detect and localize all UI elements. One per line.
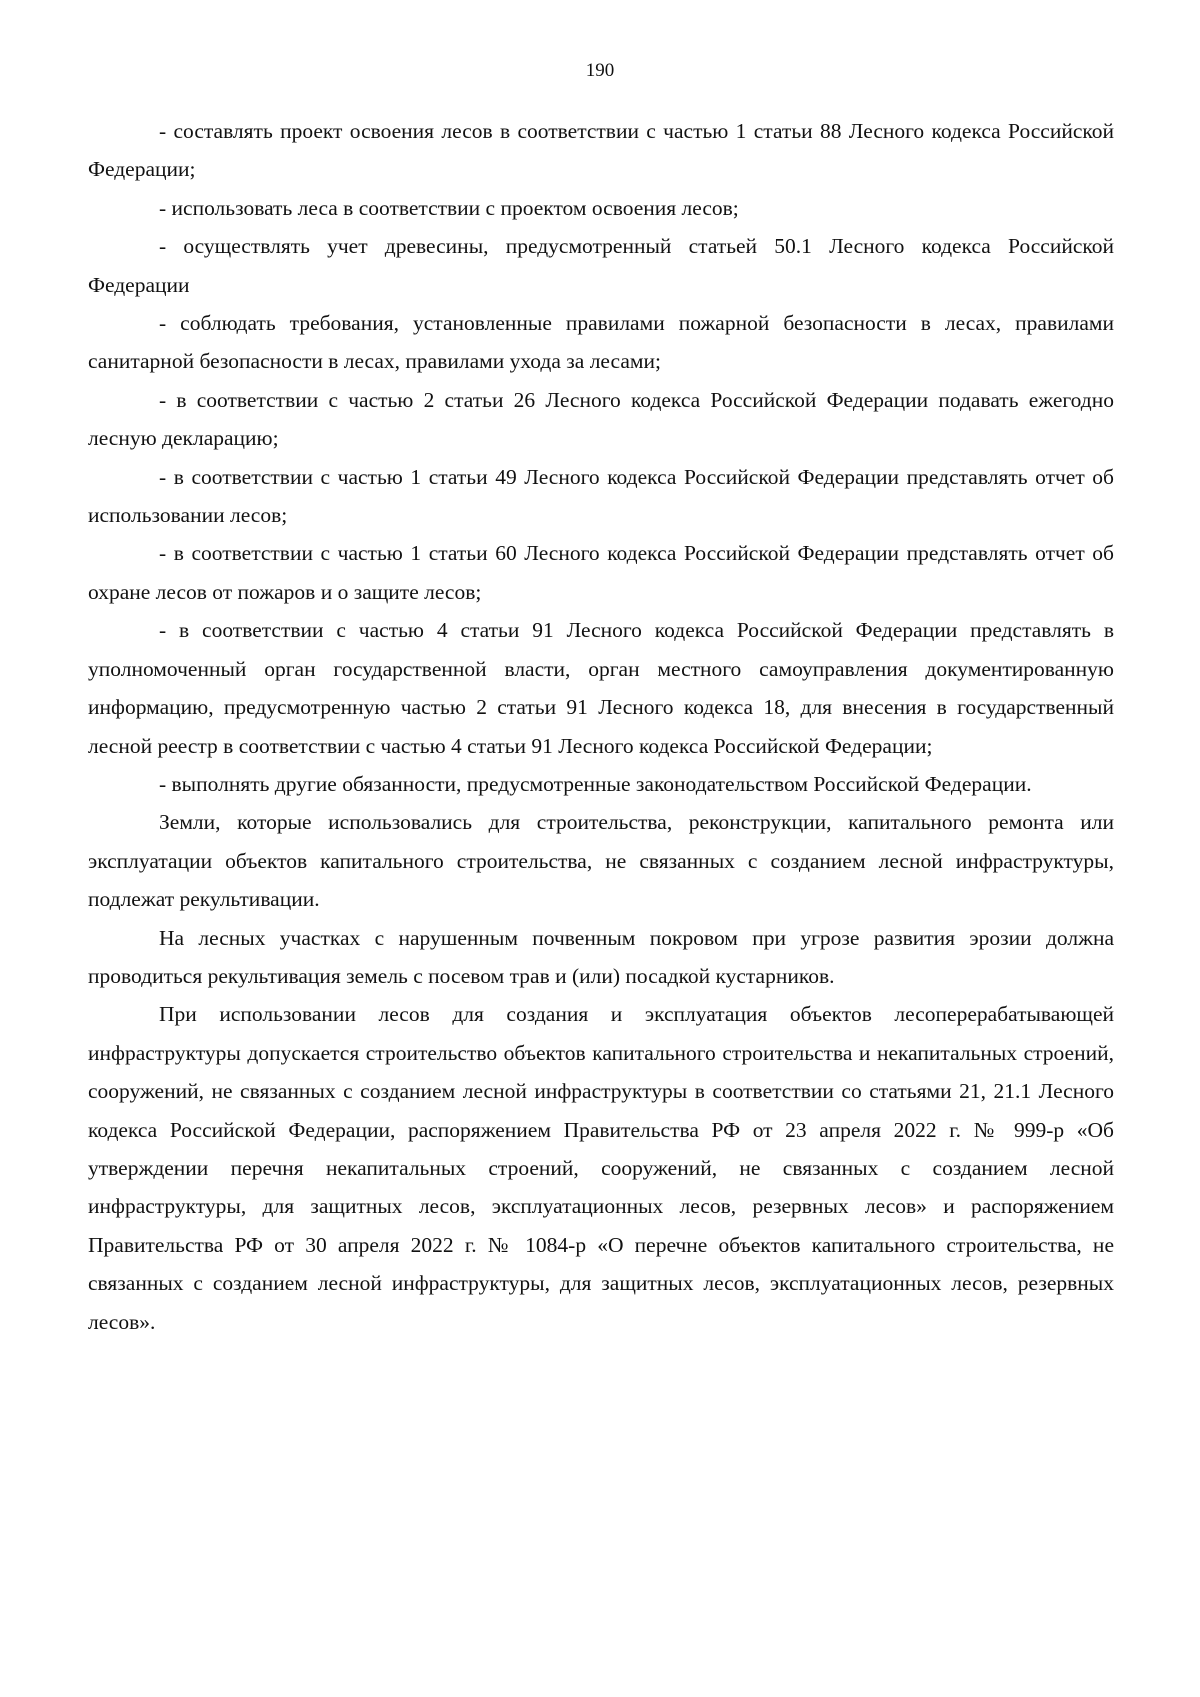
paragraph-forest-registry-information: - в соответствии с частью 4 статьи 91 Лесного кодекса Российской Федерации представлять в уполномоченный орган государственной власти, орган местного самоуправления документированную информацию, предусмотренную частью 2 статьи 91 Лесного кодекса 18, для внесения в государственный лесной реестр в соответствии с частью 4 статьи 91 Лесного кодекса Российской Федерации; — [88, 618, 1114, 758]
paragraph-land-recultivation: Земли, которые использовались для строительства, реконструкции, капитального ремонта или эксплуатации объектов капитального строительства, не связанных с созданием лесной инфраструктуры, подлежат рекультивации. — [88, 810, 1114, 912]
paragraph-forest-development-project: - составлять проект освоения лесов в соответствии с частью 1 статьи 88 Лесного кодекса Российской Федерации; — [88, 119, 1114, 182]
page-number: 190 — [585, 60, 615, 81]
paragraph-wood-processing-infrastructure: При использовании лесов для создания и эксплуатация объектов лесоперерабатывающей инфраструктуры допускается строительство объектов капитального строительства и некапитальных строений, сооружений, не связанных с созданием лесной инфраструктуры в соответствии со статьями 21, 21.1 Лесного кодекса Российской Федерации, распоряжением Правительства РФ от 23 апреля 2022 г. № 999-р «Об утверждении перечня некапитальных строений, сооружений, не связанных с созданием лесной инфраструктуры, для защитных лесов, эксплуатационных лесов, резервных лесов» и распоряжением Правительства РФ от 30 апреля 2022 г. № 1084-р «О перечне объектов капитального строительства, не связанных с созданием лесной инфраструктуры, для защитных лесов, эксплуатационных лесов, резервных лесов». — [88, 1002, 1114, 1334]
paragraph-forest-use-report: - в соответствии с частью 1 статьи 49 Лесного кодекса Российской Федерации представлять отчет об использовании лесов; — [88, 464, 1114, 528]
paragraph-use-forests-per-project: - использовать леса в соответствии с проектом освоения лесов; — [159, 195, 739, 220]
paragraph-timber-accounting: - осуществлять учет древесины, предусмотренный статьей 50.1 Лесного кодекса Российской Федерации — [88, 234, 1114, 297]
paragraph-erosion-recultivation: На лесных участках с нарушенным почвенным покровом при угрозе развития эрозии должна проводиться рекультивация земель с посевом трав и (или) посадкой кустарников. — [88, 925, 1114, 988]
paragraph-other-duties: - выполнять другие обязанности, предусмотренные законодательством Российской Федерации. — [159, 771, 1032, 796]
paragraph-fire-protection-report: - в соответствии с частью 1 статьи 60 Лесного кодекса Российской Федерации представлять отчет об охране лесов от пожаров и о защите лесов; — [88, 541, 1114, 604]
document-body — [88, 112, 1114, 1341]
paragraph-fire-sanitary-rules: - соблюдать требования, установленные правилами пожарной безопасности в лесах, правилами санитарной безопасности в лесах, правилами ухода за лесами; — [88, 311, 1114, 374]
paragraph-forest-declaration: - в соответствии с частью 2 статьи 26 Лесного кодекса Российской Федерации подавать ежегодно лесную декларацию; — [88, 387, 1114, 451]
